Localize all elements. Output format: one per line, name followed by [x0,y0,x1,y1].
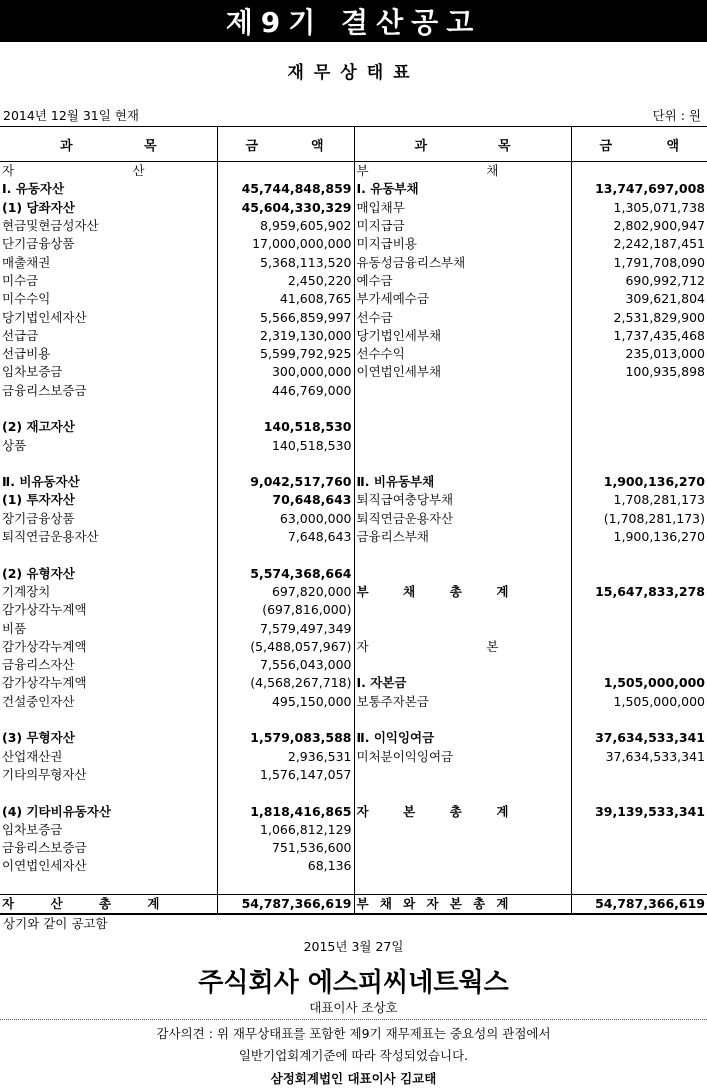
right-item [354,565,571,583]
table-row [0,436,707,454]
left-item: (1) 투자자산 [0,491,217,509]
table-row [0,345,707,363]
left-item: Ⅰ. 유동자산 [0,180,217,198]
right-item [354,400,571,418]
right-item [354,857,571,875]
left-amount: 697,820,000 [217,583,354,601]
table-row [0,162,707,181]
totals-row [0,894,707,914]
left-item: 비품 [0,619,217,637]
ceo-name: 대표이사 조상호 [309,1000,398,1015]
right-amount [571,418,707,436]
left-amount: (5,488,057,967) [217,638,354,656]
right-amount: 13,747,697,008 [595,181,705,197]
left-item: 임차보증금 [0,363,217,381]
header-item-right: 과 목 [354,127,571,162]
table-row [0,418,707,436]
table-row [0,619,707,637]
right-item: 미처분이익잉여금 [354,748,571,766]
right-amount [571,382,707,400]
left-item: 금융리스보증금 [0,382,217,400]
left-item: 기계장치 [0,583,217,601]
right-item: 부 채 [354,162,571,181]
table-header-row [0,127,707,162]
left-item: 산업재산권 [0,748,217,766]
right-item: 자 본 [354,638,571,656]
right-amount: 1,305,071,738 [613,199,705,215]
right-item: Ⅰ. 자본금 [354,674,571,692]
right-amount: 1,737,435,468 [613,327,705,343]
left-item [0,546,217,564]
right-item: 부 채 총 계 [354,583,571,601]
left-item: (1) 당좌자산 [0,199,217,217]
balance-sheet-table [0,126,707,915]
left-amount: 7,579,497,349 [217,619,354,637]
right-item: 퇴직급여충당부채 [354,491,571,509]
table-row [0,601,707,619]
right-item: 유동성금융리스부채 [354,253,571,271]
left-item: 당기법인세자산 [0,308,217,326]
table-row [0,546,707,564]
table-row [0,565,707,583]
left-amount: 751,536,600 [217,839,354,857]
table-row [0,693,707,711]
right-amount [571,839,707,857]
table-row [0,766,707,784]
left-amount: 8,959,605,902 [217,217,354,235]
right-amount: 1,505,000,000 [613,693,705,709]
left-item: 금융리스자산 [0,656,217,674]
right-item: 미지급금 [354,217,571,235]
as-of-date: 2014년 12월 31일 현재 [3,108,139,123]
right-amount: 1,505,000,000 [603,675,705,691]
notice-title: 제9기 결산공고 [0,0,707,42]
right-amount: 2,242,187,451 [613,236,705,252]
right-amount [571,546,707,564]
left-item: Ⅱ. 비유동자산 [0,473,217,491]
left-item: 미수금 [0,272,217,290]
divider [0,1019,707,1020]
left-amount [217,400,354,418]
right-item: 미지급비용 [354,235,571,253]
table-row [0,638,707,656]
left-amount: 1,066,812,129 [217,821,354,839]
right-amount: 37,634,533,341 [605,748,705,764]
right-amount [571,638,707,656]
table-row [0,748,707,766]
right-amount [571,656,707,674]
left-amount [217,784,354,802]
left-amount: 495,150,000 [217,693,354,711]
table-row [0,180,707,198]
left-amount: 140,518,530 [217,436,354,454]
right-amount [571,436,707,454]
right-item: 이연법인세부채 [354,363,571,381]
right-item [354,601,571,619]
left-item: 기타의무형자산 [0,766,217,784]
table-row [0,253,707,271]
left-item: 자 산 [0,162,217,181]
left-item: (3) 무형자산 [0,729,217,747]
left-amount: 9,042,517,760 [217,473,354,491]
right-amount: 309,621,804 [625,291,705,307]
table-row [0,729,707,747]
left-item: 이연법인세자산 [0,857,217,875]
left-item: 임차보증금 [0,821,217,839]
left-item: 금융리스보증금 [0,839,217,857]
right-amount [571,601,707,619]
audit-opinion-line1: 감사의견 : 위 재무상태표를 포함한 제9기 재무제표는 중요성의 관점에서 [156,1026,551,1041]
right-amount [571,711,707,729]
header-amount-right: 금 액 [571,127,707,162]
left-amount: 446,769,000 [217,382,354,400]
left-amount: 1,576,147,057 [217,766,354,784]
unit-label: 단위 : 원 [652,108,701,123]
right-amount [571,455,707,473]
left-amount: 63,000,000 [217,510,354,528]
left-amount: 41,608,765 [217,290,354,308]
left-amount [217,546,354,564]
left-amount [217,711,354,729]
right-amount: 235,013,000 [625,346,705,362]
table-row [0,528,707,546]
left-amount: 45,744,848,859 [217,180,354,198]
right-amount [571,876,707,895]
right-amount: 1,791,708,090 [613,254,705,270]
left-amount: 2,936,531 [217,748,354,766]
table-row [0,400,707,418]
table-row [0,235,707,253]
left-item: 선급금 [0,327,217,345]
left-item: 감가상각누계액 [0,601,217,619]
right-item: Ⅱ. 이익잉여금 [354,729,571,747]
table-row [0,363,707,381]
left-amount: 2,319,130,000 [217,327,354,345]
right-item: 선수수익 [354,345,571,363]
left-item: 선급비용 [0,345,217,363]
left-amount: 5,368,113,520 [217,253,354,271]
left-item: (4) 기타비유동자산 [0,802,217,820]
left-amount: 7,648,643 [217,528,354,546]
right-item [354,546,571,564]
left-item: 감가상각누계액 [0,638,217,656]
table-row [0,510,707,528]
right-item: 퇴직연금운용자산 [354,510,571,528]
table-row [0,802,707,820]
left-item: 미수수익 [0,290,217,308]
left-amount: 7,556,043,000 [217,656,354,674]
right-item [354,784,571,802]
right-item [354,436,571,454]
right-item: Ⅰ. 유동부채 [354,180,571,198]
table-row [0,674,707,692]
left-amount: 68,136 [217,857,354,875]
right-amount [571,766,707,784]
right-amount [571,400,707,418]
left-amount: 140,518,530 [217,418,354,436]
left-item [0,400,217,418]
right-amount [571,162,707,181]
left-item [0,876,217,895]
right-item: 선수금 [354,308,571,326]
total-assets-label: 자 산 총 계 [0,894,217,914]
right-item: 금융리스부채 [354,528,571,546]
right-item: 당기법인세부채 [354,327,571,345]
table-row [0,876,707,895]
right-amount [571,619,707,637]
table-row [0,491,707,509]
closing-remark: 상기와 같이 공고함 [3,916,108,931]
table-row [0,290,707,308]
right-item [354,711,571,729]
right-amount [571,784,707,802]
statement-title: 재무상태표 [287,63,420,83]
total-assets-amount: 54,787,366,619 [217,894,354,914]
table-row [0,272,707,290]
table-row [0,217,707,235]
company-name: 주식회사 에스피씨네트웍스 [198,968,509,998]
table-row [0,473,707,491]
left-item: 현금및현금성자산 [0,217,217,235]
left-amount: 5,574,368,664 [217,565,354,583]
left-item [0,455,217,473]
table-row [0,455,707,473]
right-item: 매입채무 [354,199,571,217]
right-amount: 2,802,900,947 [613,218,705,234]
right-amount: 2,531,829,900 [613,309,705,325]
left-item: (2) 재고자산 [0,418,217,436]
left-amount [217,455,354,473]
table-row [0,711,707,729]
table-row [0,857,707,875]
left-amount: 5,566,859,997 [217,308,354,326]
right-amount [571,821,707,839]
left-item: (2) 유형자산 [0,565,217,583]
right-item [354,382,571,400]
left-item [0,711,217,729]
right-item: 자 본 총 계 [354,802,571,820]
right-item [354,619,571,637]
left-amount: 45,604,330,329 [217,199,354,217]
right-item [354,821,571,839]
right-amount: 1,900,136,270 [613,529,705,545]
right-item [354,656,571,674]
right-item [354,839,571,857]
left-amount: (697,816,000) [217,601,354,619]
left-amount: 1,579,083,588 [217,729,354,747]
table-row [0,199,707,217]
right-item: 부가세예수금 [354,290,571,308]
right-amount [571,857,707,875]
left-amount: 70,648,643 [217,491,354,509]
left-item: 장기금융상품 [0,510,217,528]
table-row [0,784,707,802]
header-amount-left: 금 액 [217,127,354,162]
right-item [354,418,571,436]
left-amount [217,162,354,181]
right-item: 예수금 [354,272,571,290]
right-amount: 1,708,281,173 [613,492,705,508]
right-amount: (1,708,281,173) [603,510,705,526]
right-amount: 100,935,898 [625,364,705,380]
notice-date: 2015년 3월 27일 [303,939,404,954]
left-item: 상품 [0,436,217,454]
table-row [0,308,707,326]
left-item: 매출채권 [0,253,217,271]
table-row [0,327,707,345]
right-amount [571,565,707,583]
left-amount: 17,000,000,000 [217,235,354,253]
right-amount: 39,139,533,341 [595,803,705,819]
total-liab-equity-label: 부 채 와 자 본 총 계 [354,894,571,914]
left-item: 퇴직연금운용자산 [0,528,217,546]
left-item [0,784,217,802]
total-liab-equity-amount: 54,787,366,619 [571,894,707,914]
table-row [0,821,707,839]
table-row [0,839,707,857]
right-item: Ⅱ. 비유동부채 [354,473,571,491]
right-amount: 15,647,833,278 [595,583,705,599]
left-item: 단기금융상품 [0,235,217,253]
left-amount: 5,599,792,925 [217,345,354,363]
right-amount: 1,900,136,270 [603,474,705,490]
audit-opinion-line2: 일반기업회계기준에 따라 작성되었습니다. [238,1048,469,1063]
left-amount: 1,818,416,865 [217,802,354,820]
table-row [0,382,707,400]
auditor-name: 삼정회계법인 대표이사 김교태 [270,1071,437,1086]
right-item: 보통주자본금 [354,693,571,711]
right-item [354,455,571,473]
table-row [0,583,707,601]
left-amount: 2,450,220 [217,272,354,290]
left-item: 감가상각누계액 [0,674,217,692]
right-amount: 690,992,712 [625,272,705,288]
right-amount: 37,634,533,341 [595,730,705,746]
left-amount [217,876,354,895]
header-item-left: 과 목 [0,127,217,162]
left-amount: 300,000,000 [217,363,354,381]
right-item [354,876,571,895]
right-item [354,766,571,784]
left-item: 건설중인자산 [0,693,217,711]
left-amount: (4,568,267,718) [217,674,354,692]
table-row [0,656,707,674]
